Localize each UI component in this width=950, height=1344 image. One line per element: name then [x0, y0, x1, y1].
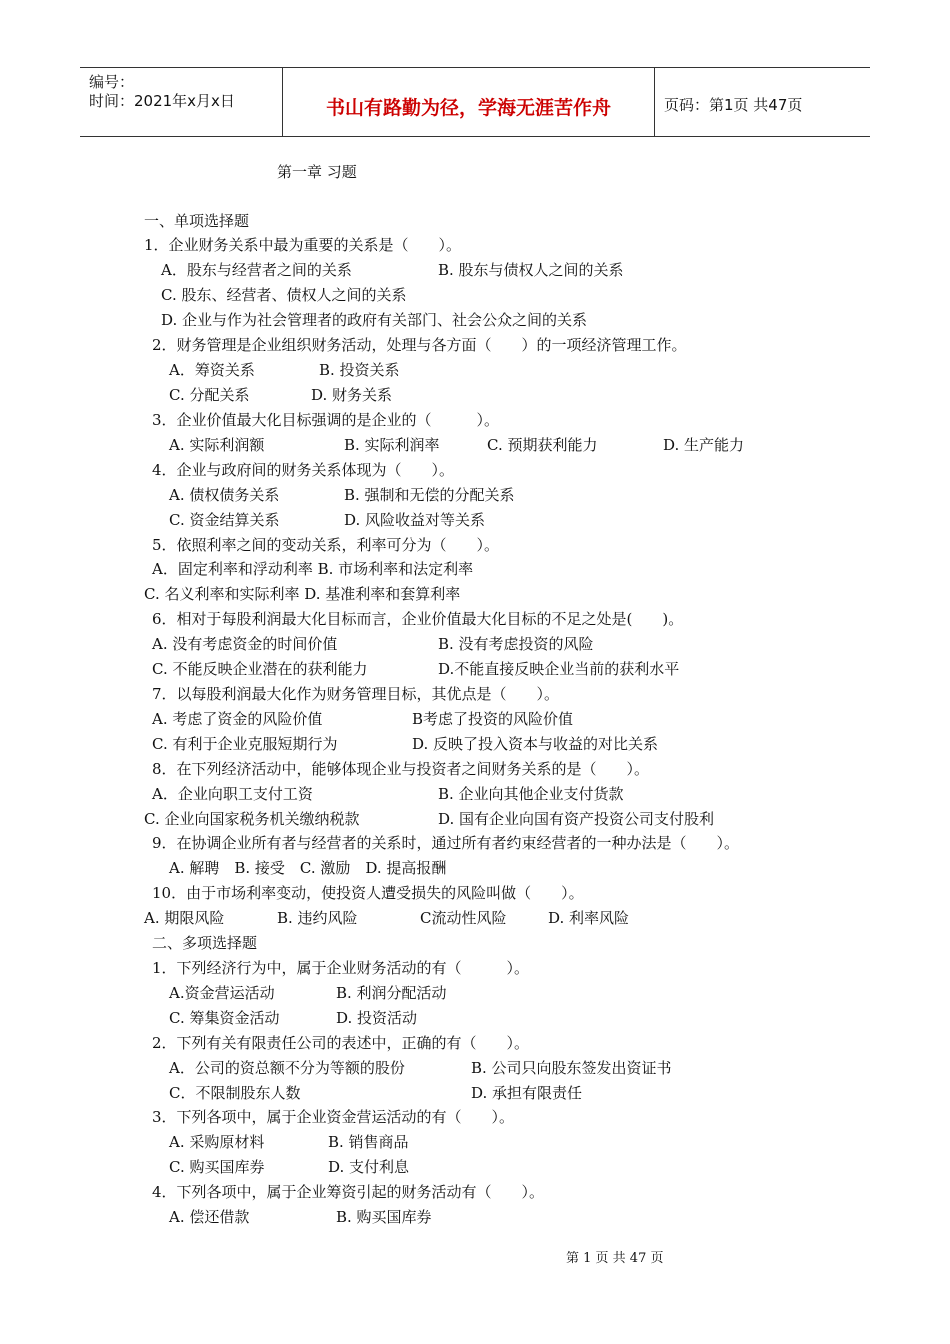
option-line: A．固定利率和浮动利率 B. 市场利率和法定利率: [152, 560, 474, 578]
option-line: C. 名义利率和实际利率 D. 基准利率和套算利率: [144, 585, 461, 603]
option-line: A. 解聘 B. 接受 C. 激励 D. 提高报酬: [169, 859, 447, 877]
section-heading: 二、多项选择题: [152, 934, 258, 952]
option-line: D. 财务关系: [311, 386, 393, 404]
question-line: 7．以每股利润最大化作为财务管理目标，其优点是（ ）。: [152, 685, 560, 703]
option-line: D. 生产能力: [663, 436, 745, 454]
option-line: C. 有利于企业克服短期行为: [152, 735, 338, 753]
option-line: B. 购买国库券: [336, 1208, 432, 1226]
option-line: B. 销售商品: [328, 1133, 409, 1151]
option-line: D. 企业与作为社会管理者的政府有关部门、社会公众之间的关系: [161, 311, 588, 329]
option-line: A. 采购原材料: [169, 1133, 265, 1151]
question-line: 6．相对于每股利润最大化目标而言，企业价值最大化目标的不足之处是( )。: [152, 610, 684, 628]
option-line: B. 强制和无偿的分配关系: [344, 486, 515, 504]
option-line: A. 期限风险: [144, 909, 225, 927]
option-line: C. 购买国库券: [169, 1158, 265, 1176]
option-line: D. 承担有限责任: [471, 1084, 583, 1102]
question-line: 3．下列各项中，属于企业资金营运活动的有（ ）。: [152, 1108, 515, 1126]
option-line: A. 实际利润额: [169, 436, 265, 454]
option-line: A．股东与经营者之间的关系: [161, 261, 352, 279]
option-line: A.资金营运活动: [169, 984, 275, 1002]
option-line: B. 公司只向股东签发出资证书: [471, 1059, 672, 1077]
option-line: C流动性风险: [420, 909, 507, 927]
option-line: A．筹资关系: [169, 361, 255, 379]
question-line: 4．下列各项中，属于企业筹资引起的财务活动有（ ）。: [152, 1183, 545, 1201]
option-line: A．企业向职工支付工资: [152, 785, 313, 803]
document-date-label: 时间：2021年x月x日: [89, 92, 235, 110]
question-line: 9．在协调企业所有者与经营者的关系时，通过所有者约束经营者的一种办法是（ ）。: [152, 834, 740, 852]
question-line: 1．下列经济行为中，属于企业财务活动的有（ ）。: [152, 959, 530, 977]
chapter-title: 第一章 习题: [277, 163, 357, 181]
option-line: D. 反映了投入资本与收益的对比关系: [412, 735, 659, 753]
question-line: 3．企业价值最大化目标强调的是企业的（ ）。: [152, 411, 500, 429]
option-line: A. 没有考虑资金的时间价值: [152, 635, 338, 653]
option-line: B. 违约风险: [277, 909, 358, 927]
option-line: C. 预期获利能力: [487, 436, 598, 454]
option-line: A. 考虑了资金的风险价值: [152, 710, 323, 728]
option-line: C．不限制股东人数: [169, 1084, 301, 1102]
option-line: A．公司的资总额不分为等额的股份: [169, 1059, 405, 1077]
option-line: B. 投资关系: [319, 361, 400, 379]
document-code-label: 编号：: [89, 73, 135, 91]
option-line: C. 不能反映企业潜在的获利能力: [152, 660, 368, 678]
question-line: 4．企业与政府间的财务关系体现为（ ）。: [152, 461, 455, 479]
option-line: D.不能直接反映企业当前的获利水平: [438, 660, 680, 678]
option-line: C. 分配关系: [169, 386, 250, 404]
header-page-info: 页码：第1页 共47页: [664, 96, 803, 114]
option-line: A. 债权债务关系: [169, 486, 280, 504]
option-line: B. 股东与债权人之间的关系: [438, 261, 624, 279]
section-heading: 一、单项选择题: [144, 212, 250, 230]
option-line: D. 风险收益对等关系: [344, 511, 486, 529]
header-center-cell: [283, 68, 655, 136]
option-line: B. 没有考虑投资的风险: [438, 635, 594, 653]
question-line: 1．企业财务关系中最为重要的关系是（ ）。: [144, 236, 462, 254]
option-line: B. 利润分配活动: [336, 984, 447, 1002]
option-line: A. 偿还借款: [169, 1208, 250, 1226]
option-line: D. 投资活动: [336, 1009, 418, 1027]
option-line: C. 企业向国家税务机关缴纳税款: [144, 810, 360, 828]
header-table: [80, 67, 870, 137]
option-line: C. 资金结算关系: [169, 511, 280, 529]
question-line: 5．依照利率之间的变动关系，利率可分为（ ）。: [152, 536, 500, 554]
option-line: B. 企业向其他企业支付货款: [438, 785, 624, 803]
header-left-cell: [80, 68, 283, 136]
question-line: 2．财务管理是企业组织财务活动，处理与各方面（ ）的一项经济管理工作。: [152, 336, 687, 354]
header-motto: 书山有路勤为径，学海无涯苦作舟: [325, 97, 611, 119]
question-line: 2．下列有关有限责任公司的表述中，正确的有（ ）。: [152, 1034, 530, 1052]
option-line: C. 筹集资金活动: [169, 1009, 280, 1027]
option-line: C. 股东、经营者、债权人之间的关系: [161, 286, 407, 304]
option-line: D. 支付利息: [328, 1158, 410, 1176]
question-line: 10．由于市场利率变动，使投资人遭受损失的风险叫做（ ）。: [152, 884, 584, 902]
option-line: D. 国有企业向国有资产投资公司支付股利: [438, 810, 715, 828]
option-line: D. 利率风险: [548, 909, 630, 927]
page-footer: 第 1 页 共 47 页: [566, 1251, 664, 1266]
header-right-cell: [655, 68, 870, 136]
question-line: 8．在下列经济活动中，能够体现企业与投资者之间财务关系的是（ ）。: [152, 760, 650, 778]
option-line: B考虑了投资的风险价值: [412, 710, 574, 728]
option-line: B. 实际利润率: [344, 436, 440, 454]
